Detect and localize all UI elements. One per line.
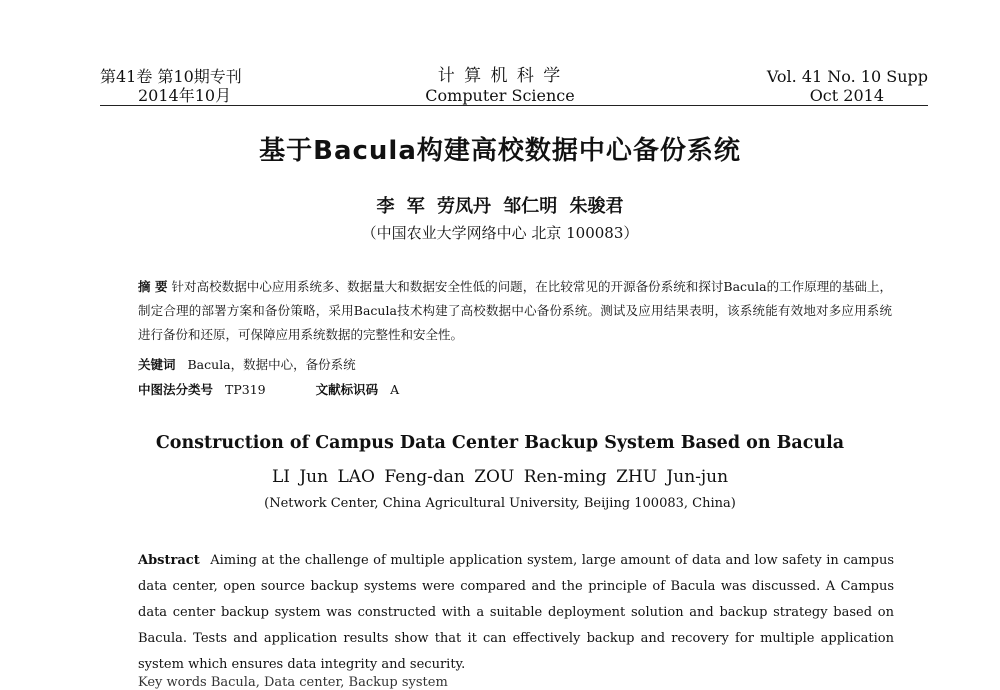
header-rule bbox=[100, 105, 928, 106]
keywords-en-partial: Key words Bacula, Data center, Backup system bbox=[138, 675, 448, 690]
affiliation-en: (Network Center, China Agricultural University, Beijing 100083, China) bbox=[264, 496, 736, 511]
doc-code-value: A bbox=[390, 382, 400, 397]
header-date-en: Oct 2014 bbox=[809, 86, 884, 105]
abstract-cn bbox=[138, 275, 892, 347]
abstract-cn-label: 摘 要 bbox=[138, 279, 168, 294]
header-journal-cn: 计 算 机 科 学 bbox=[437, 66, 563, 86]
classification-label: 中图法分类号 bbox=[138, 382, 214, 397]
keywords-cn-label: 关键词 bbox=[138, 357, 176, 372]
abstract-cn-text: 针对高校数据中心应用系统多、数据量大和数据安全性低的问题，在比较常见的开源备份系统和探讨Bacula的工作原理的基础上，制定合理的部署方案和备份策略，采用Bacula技术构建了高校数据中心备份系统。测试及应用结果表明，该系统能有效地对多应用系统进行备份和还原，可保障应用系统数据的完整性和安全性。 bbox=[138, 279, 892, 342]
authors-en: LI Jun LAO Feng-dan ZOU Ren-ming ZHU Jun-jun bbox=[271, 467, 729, 487]
header-journal-en: Computer Science bbox=[425, 86, 575, 105]
classification-line bbox=[138, 380, 399, 398]
header-date-cn: 2014年10月 bbox=[138, 86, 232, 105]
abstract-en-label: Abstract bbox=[138, 553, 200, 568]
abstract-en-text: Aiming at the challenge of multiple application system, large amount of data and low safety in campus data center, open source backup systems were compared and the principle of Bacula was discussed. A Campus data center backup system was constructed with a suitable deployment solution and backup strategy based on Bacula. Tests and application results show that it can effectively backup and recovery for multiple application system which ensures data integrity and security. bbox=[138, 553, 894, 672]
paper-title-en: Construction of Campus Data Center Backup System Based on Bacula bbox=[155, 433, 845, 453]
doc-code-label: 文献标识码 bbox=[315, 382, 379, 397]
classification-value: TP319 bbox=[225, 382, 266, 397]
authors-cn: 李 军 劳凤丹 邹仁明 朱骏君 bbox=[376, 196, 624, 217]
header-volume-en: Vol. 41 No. 10 Supp bbox=[766, 67, 928, 86]
paper-title-cn: 基于Bacula构建高校数据中心备份系统 bbox=[259, 136, 741, 166]
header-volume-issue: 第41卷 第10期专刊 bbox=[100, 67, 242, 86]
keywords-cn-text: Bacula，数据中心，备份系统 bbox=[187, 357, 356, 372]
abstract-en bbox=[138, 548, 894, 678]
affiliation-cn: （中国农业大学网络中心 北京 100083） bbox=[361, 224, 639, 242]
keywords-cn bbox=[138, 355, 356, 373]
